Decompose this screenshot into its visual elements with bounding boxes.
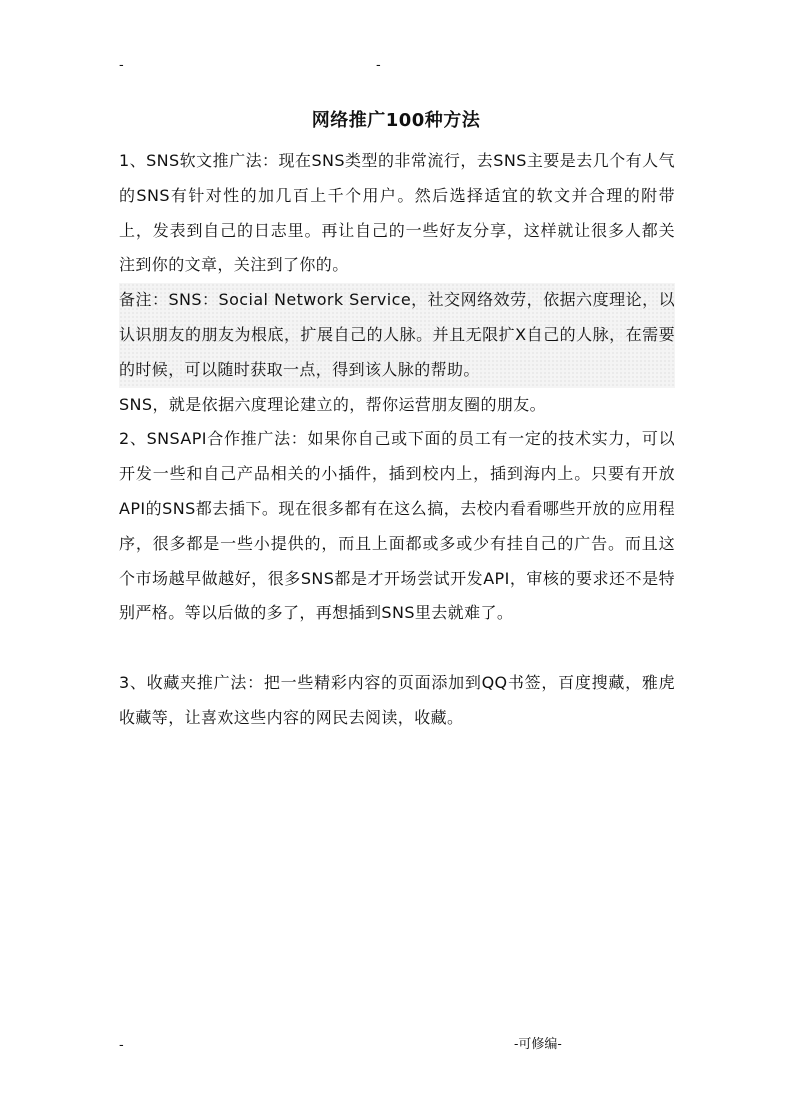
paragraph-spacer	[119, 631, 675, 666]
paragraph-snsapi: 2、SNSAPI合作推广法：如果你自己或下面的员工有一定的技术实力，可以开发一些和自己产品相关的小插件，插到校内上，插到海内上。只要有开放API的SNS都去插下。现在很多都有在这么搞，去校内看看哪些开放的应用程序，很多都是一些小提供的，而且上面都或多或少有挂自己的广告。而且这个市场越早做越好，很多SNS都是才开场尝试开发API，审核的要求还不是特别严格。等以后做的多了，再想插到SNS里去就难了。	[119, 429, 675, 623]
footer-label: -可修编-	[514, 1037, 562, 1052]
document-body	[119, 144, 675, 736]
header-left-mark: -	[119, 58, 124, 73]
footer-left-mark: -	[119, 1038, 124, 1053]
header-right-mark: -	[376, 58, 381, 73]
paragraph-bookmark: 3、收藏夹推广法：把一些精彩内容的页面添加到QQ书签，百度搜藏，雅虎收藏等，让喜欢这些内容的网民去阅读，收藏。	[119, 672, 675, 727]
paragraph-sns-softtext: 1、SNS软文推广法：现在SNS类型的非常流行，去SNS主要是去几个有人气的SNS有针对性的加几百上千个用户。然后选择适宜的软文并合理的附带上，发表到自己的日志里。再让自己的一些好友分享，这样就让很多人都关注到你的文章，关注到了你的。	[119, 151, 675, 275]
paragraph-note: 备注：SNS：Social Network Service，社交网络效劳，依据六度理论，以认识朋友的朋友为根底，扩展自己的人脉。并且无限扩X自己的人脉，在需要的时候，可以随时获取一点，得到该人脉的帮助。	[119, 283, 675, 387]
paragraph-sns-definition: SNS，就是依据六度理论建立的，帮你运营朋友圈的朋友。	[119, 394, 547, 414]
document-title: 网络推广100种方法	[311, 110, 481, 131]
